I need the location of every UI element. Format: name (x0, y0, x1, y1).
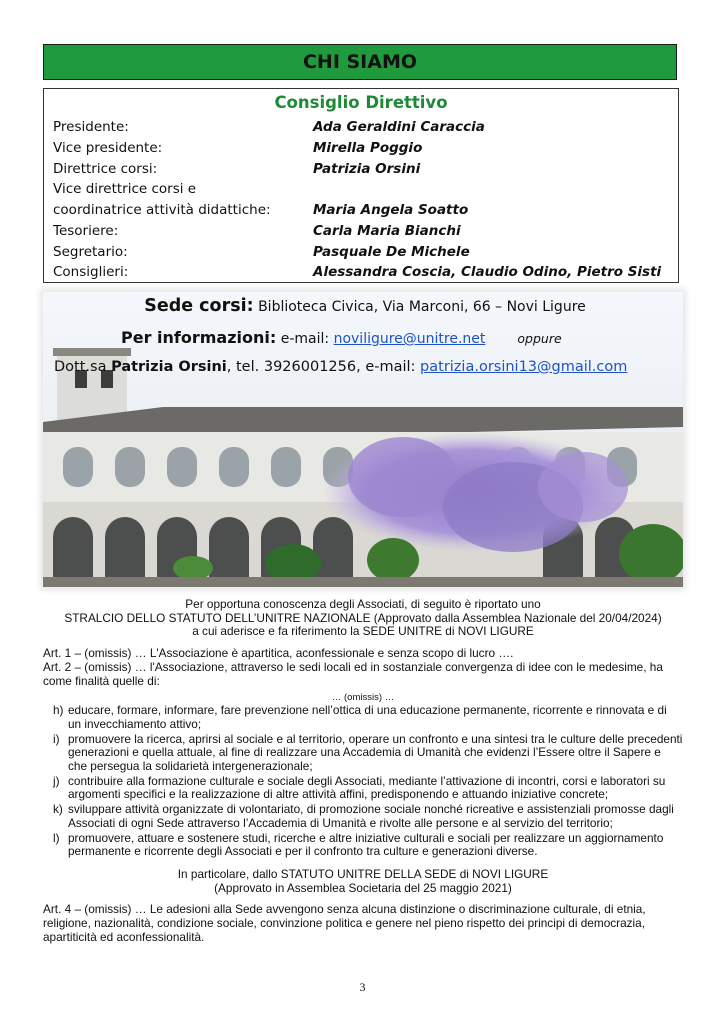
board-name: Mirella Poggio (313, 140, 423, 156)
item-text: promuovere, attuare e sostenere studi, ricerche e altre iniziative culturali e sociali per realizzare un aggiornamento permanente e ricorrente degli Associati e per il confronto tra culture e generazioni diverse. (68, 830, 664, 859)
list-item (43, 704, 683, 731)
item-label: k) (53, 802, 63, 817)
intro-line: a cui aderisce e fa riferimento la SEDE UNITRE di NOVI LIGURE (192, 624, 534, 639)
omissis-marker: … (omissis) … (331, 692, 395, 704)
article-1: Art. 1 – (omissis) … L'Associazione è apartitica, aconfessionale e senza scopo di lucro …. (43, 646, 514, 661)
board-name: Pasquale De Michele (313, 244, 470, 260)
contact-line (54, 359, 683, 375)
contact-email-link[interactable]: patrizia.orsini13@gmail.com (420, 359, 628, 375)
contact-name: Patrizia Orsini (111, 359, 227, 375)
item-label: l) (53, 830, 60, 845)
sede-label: Sede corsi: (144, 296, 254, 316)
board-name: Carla Maria Bianchi (313, 223, 461, 239)
sede-line (43, 296, 683, 316)
board-name: Ada Geraldini Caraccia (313, 119, 485, 135)
email-label: e-mail: (276, 331, 334, 347)
board-role: Segretario: (53, 244, 128, 260)
board-row (53, 140, 672, 160)
board-role: Vice presidente: (53, 140, 163, 156)
page-title-banner (43, 44, 677, 80)
board-role: coordinatrice attività didattiche: (53, 202, 271, 218)
contact-tel: , tel. 3926001256, e-mail: (226, 359, 421, 375)
board-role: Vice direttrice corsi e (53, 181, 197, 197)
page-number: 3 (359, 980, 366, 994)
intro-line: STRALCIO DELLO STATUTO DELL’UNITRE NAZIONALE (Approvato dalla Assemblea Nazionale del 20/04/2024) (64, 610, 662, 625)
list-item (43, 803, 683, 830)
statute-extract (43, 598, 683, 944)
board-role: Direttrice corsi: (53, 161, 158, 177)
board-row (53, 223, 672, 243)
info-label: Per informazioni: (121, 328, 277, 347)
intro-line: Per opportuna conoscenza degli Associati, di seguito è riportato uno (185, 597, 541, 611)
email-link[interactable]: noviligure@unitre.net (333, 331, 486, 347)
item-label: i) (53, 731, 60, 746)
local-intro-line: (Approvato in Assemblea Societaria del 25 maggio 2021) (214, 880, 512, 895)
article-4: Art. 4 – (omissis) … Le adesioni alla Sede avvengono senza alcuna distinzione o discriminazione culturale, di etnia, religione, nazionalità, condizione sociale, convinzione politica e genere nel pieno rispetto dei principi di democrazia, apartiticità ed aconfessionalità. (43, 902, 646, 944)
building-photo (43, 292, 683, 587)
board-row (53, 161, 672, 181)
article-2: Art. 2 – (omissis) … l'Associazione, attraverso le sedi locali ed in sostanziale convergenza di idee con le medesime, ha come finalità quelle di: (43, 659, 663, 688)
item-text: promuovere la ricerca, aprirsi al sociale e al territorio, operare un confronto e una sintesi tra le culture delle precedenti generazioni e quella attuale, al fine di realizzare una Accademia di Umanità che evidenzi l’Essere oltre il Sapere e che persegua la solidarietà intergenerazionale; (68, 731, 683, 774)
info-line (121, 328, 683, 347)
aims-list (43, 704, 683, 859)
board-title: Consiglio Direttivo (274, 93, 448, 112)
board-role: Presidente: (53, 119, 129, 135)
item-text: contribuire alla formazione culturale e sociale degli Associati, mediante l’attivazione di incontri, corsi e laboratori su argomenti specifici e la realizzazione di altre attività affini, predisponendo e attuando iniziative concrete; (68, 773, 666, 802)
board-name: Alessandra Coscia, Claudio Odino, Pietro Sisti (313, 264, 662, 280)
item-label: j) (53, 773, 60, 788)
oppure-text: oppure (517, 331, 562, 346)
board-row (53, 181, 672, 201)
list-item (43, 832, 683, 859)
board-name: Patrizia Orsini (313, 161, 421, 177)
local-intro-line: In particolare, dallo STATUTO UNITRE DELLA SEDE di NOVI LIGURE (177, 866, 549, 881)
item-text: sviluppare attività organizzate di volontariato, di promozione sociale nonché ricreative e assistenziali promosse dagli Associati di ogni Sede attraverso l’Accademia di Umanità e rivolte alle persone e al servizio del territorio; (68, 802, 674, 830)
board-row (53, 202, 672, 222)
board-role: Tesoriere: (53, 223, 119, 239)
page-title: CHI SIAMO (302, 51, 418, 73)
contact-prefix: Dott.sa (54, 359, 112, 375)
board-row (53, 119, 672, 139)
board-role: Consiglieri: (53, 264, 129, 280)
board-name: Maria Angela Soatto (313, 202, 469, 218)
item-label: h) (53, 703, 64, 718)
list-item (43, 733, 683, 774)
board-row (53, 244, 672, 264)
board-row (53, 264, 672, 284)
list-item (43, 775, 683, 802)
sede-text: Biblioteca Civica, Via Marconi, 66 – Novi Ligure (253, 299, 586, 315)
item-text: educare, formare, informare, fare prevenzione nell’ottica di una educazione permanente, ricorrente e rinnovata e di un invecchiamento attivo; (68, 703, 667, 731)
board-box (43, 88, 679, 283)
